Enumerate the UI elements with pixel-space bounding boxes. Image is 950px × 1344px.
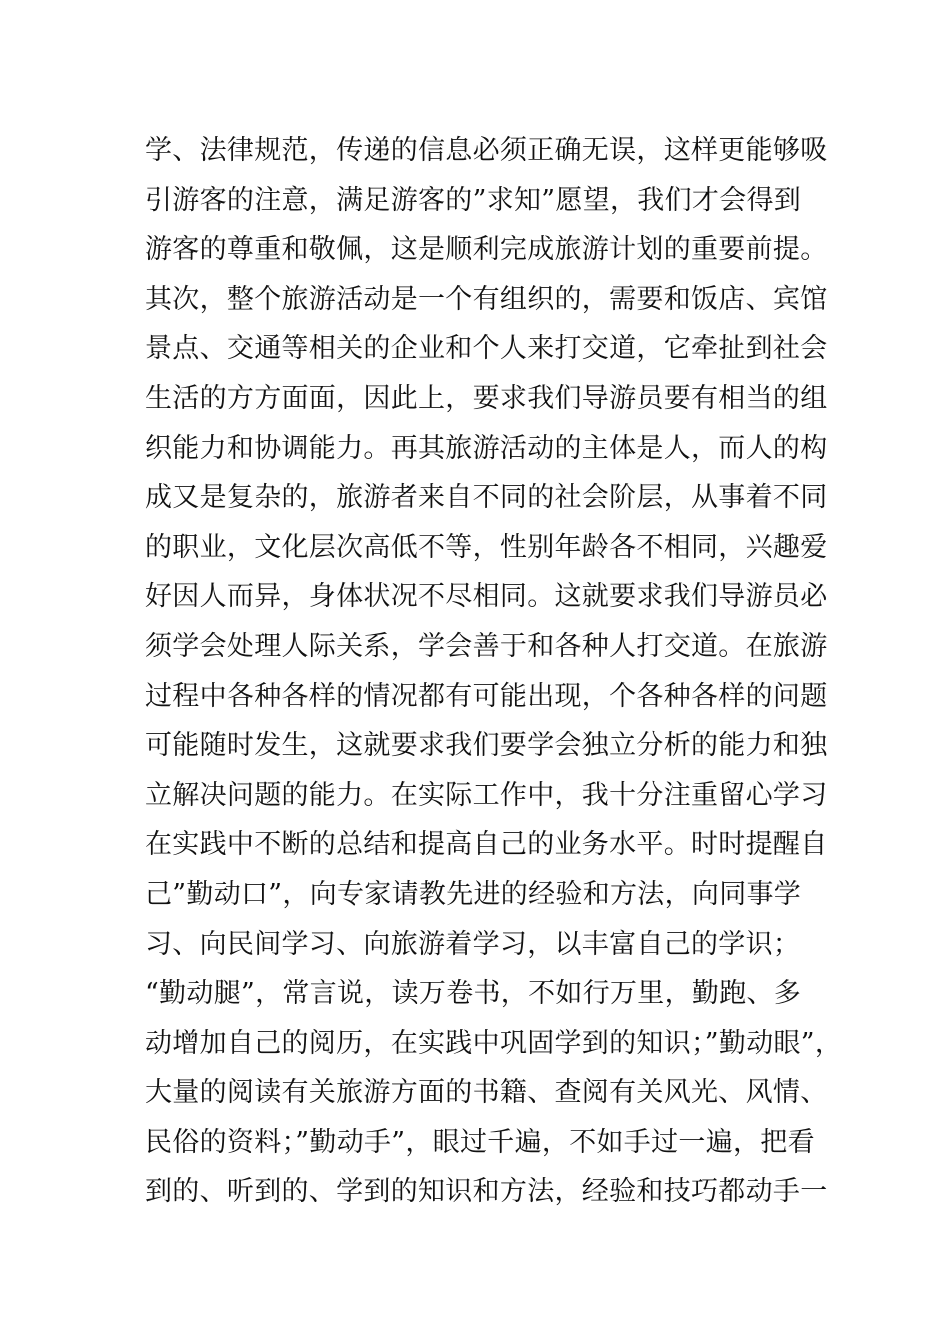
text-line: 引游客的注意，满足游客的”求知”愿望，我们才会得到 [145, 184, 802, 216]
text-line: 己”勤动口”，向专家请教先进的经验和方法，向同事学 [145, 878, 802, 910]
text-line: 的职业，文化层次高低不等，性别年龄各不相同，兴趣爱 [145, 531, 828, 563]
text-line: 其次，整个旅游活动是一个有组织的，需要和饭店、宾馆 [145, 283, 828, 315]
text-line: 成又是复杂的，旅游者来自不同的社会阶层，从事着不同 [145, 482, 828, 514]
text-line: 织能力和协调能力。再其旅游活动的主体是人，而人的构 [145, 432, 828, 464]
text-line: 到的、听到的、学到的知识和方法，经验和技巧都动手一 [145, 1176, 828, 1208]
text-line: 过程中各种各样的情况都有可能出现，个各种各样的问题 [145, 680, 828, 712]
body-text [145, 126, 845, 1217]
text-line: 立解决问题的能力。在实际工作中，我十分注重留心学习 [145, 779, 828, 811]
text-line: 好因人而异，身体状况不尽相同。这就要求我们导游员必 [145, 581, 828, 613]
text-line: 动增加自己的阅历，在实践中巩固学到的知识；”勤动眼”， [145, 1027, 843, 1059]
text-line: “勤动腿”，常言说，读万卷书，不如行万里，勤跑、多 [145, 978, 802, 1010]
text-line: 习、向民间学习、向旅游着学习，以丰富自己的学识； [145, 928, 801, 960]
text-line: 生活的方方面面，因此上，要求我们导游员要有相当的组 [145, 382, 828, 414]
text-line: 景点、交通等相关的企业和个人来打交道，它牵扯到社会 [145, 333, 828, 365]
text-line: 在实践中不断的总结和提高自己的业务水平。时时提醒自 [145, 829, 828, 861]
text-line: 大量的阅读有关旅游方面的书籍、查阅有关风光、风情、 [145, 1077, 828, 1109]
text-line: 民俗的资料；”勤动手”，眼过千遍，不如手过一遍，把看 [145, 1126, 815, 1158]
text-line: 可能随时发生，这就要求我们要学会独立分析的能力和独 [145, 730, 828, 762]
text-line: 游客的尊重和敬佩，这是顺利完成旅游计划的重要前提。 [145, 234, 828, 266]
text-line: 须学会处理人际关系，学会善于和各种人打交道。在旅游 [145, 630, 828, 662]
text-line: 学、法律规范，传递的信息必须正确无误，这样更能够吸 [145, 135, 828, 166]
